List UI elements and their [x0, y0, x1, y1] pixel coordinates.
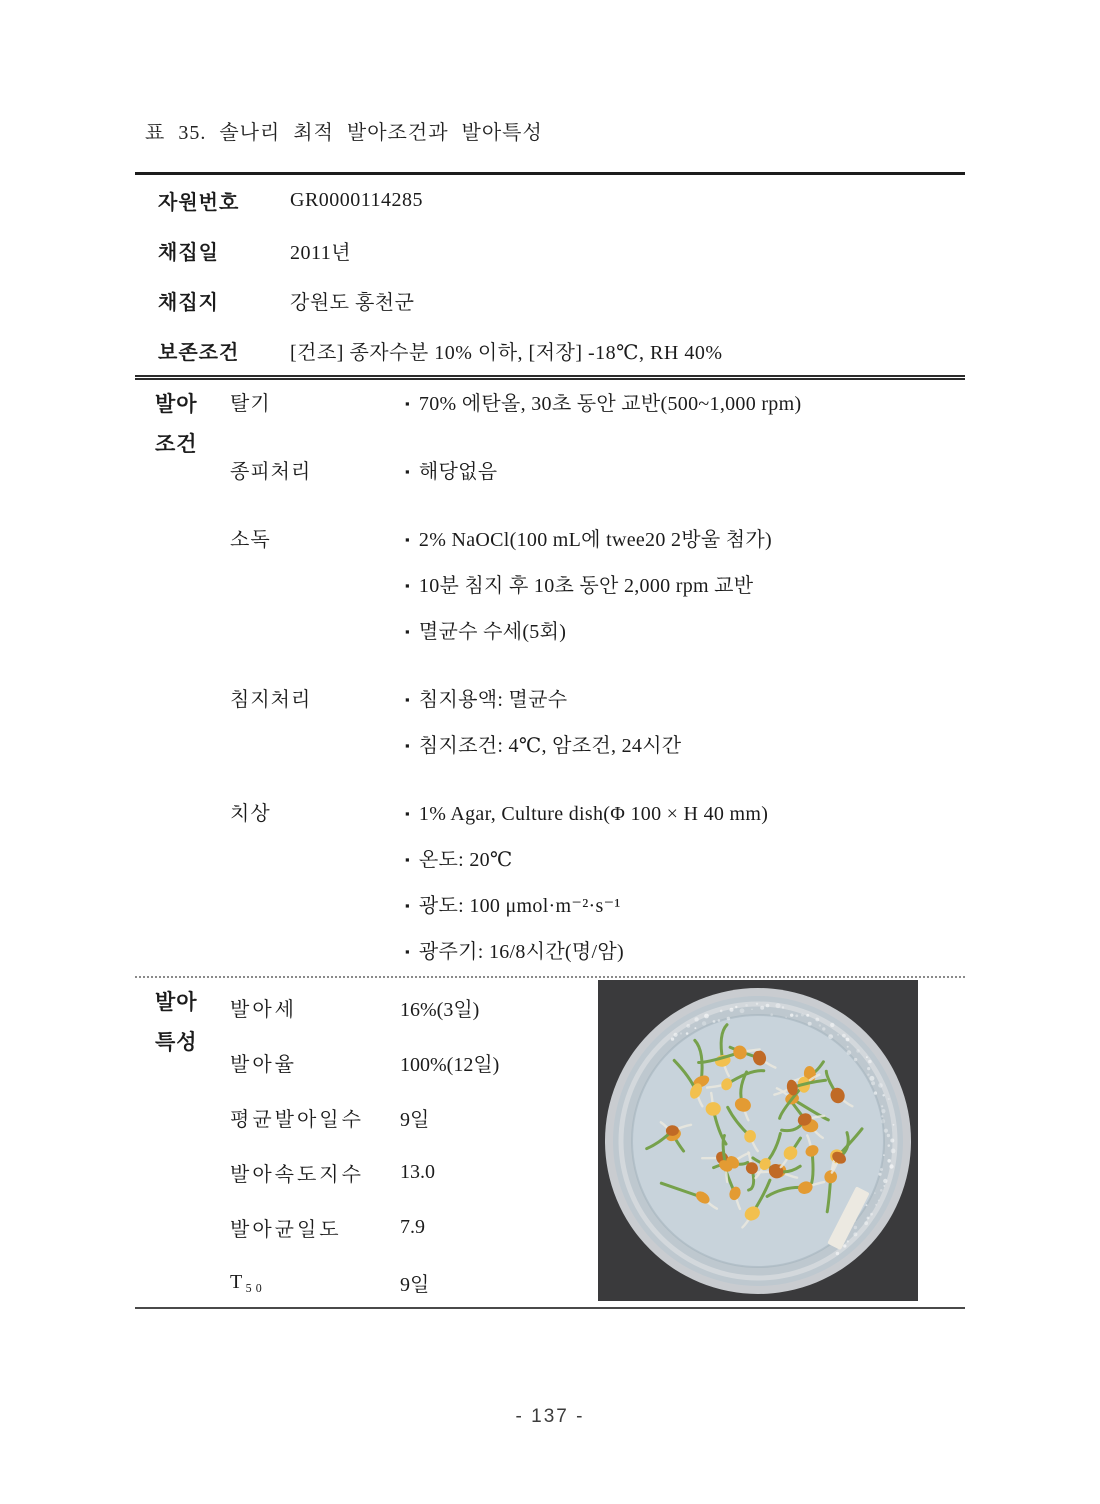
condition-item-text: 멸균수 수세(5회)	[418, 621, 567, 643]
condition-item-text: 10분 침지 후 10초 동안 2,000 rpm 교반	[418, 575, 754, 597]
trait-label: 평균발아일수	[230, 1109, 364, 1131]
table-row	[230, 1200, 565, 1255]
condition-item	[405, 382, 965, 428]
trait-rows	[230, 980, 565, 1307]
table-row	[230, 1145, 565, 1200]
condition-item	[405, 564, 965, 610]
germination-traits-section	[135, 978, 965, 1309]
condition-item	[405, 678, 965, 724]
condition-group	[230, 518, 965, 656]
condition-label: 치상	[230, 803, 271, 825]
condition-groups	[230, 382, 965, 976]
section-label-line: 조건	[155, 432, 198, 456]
table-row	[135, 325, 965, 375]
condition-items	[405, 450, 965, 496]
condition-item	[405, 838, 965, 884]
condition-item-text: 70% 에탄올, 30초 동안 교반(500~1,000 rpm)	[418, 393, 802, 415]
bullet-icon: ▪	[405, 464, 410, 479]
condition-label: 소독	[230, 529, 271, 551]
condition-label: 침지처리	[230, 689, 312, 711]
trait-label: 발아율	[230, 1054, 297, 1076]
trait-label: 발아속도지수	[230, 1164, 364, 1186]
condition-items	[405, 382, 965, 428]
condition-item-text: 해당없음	[418, 461, 498, 483]
table-row	[135, 275, 965, 325]
condition-item	[405, 930, 965, 976]
condition-group	[230, 678, 965, 770]
bullet-icon: ▪	[405, 624, 410, 639]
section-label-line: 발아	[155, 392, 198, 416]
table-row	[135, 225, 965, 275]
trait-value: 7.9	[400, 1216, 425, 1238]
condition-item	[405, 610, 965, 656]
condition-item-text: 온도: 20℃	[418, 849, 513, 871]
condition-item-text: 광도: 100 μmol·m⁻²·s⁻¹	[418, 895, 621, 917]
trait-value: 16%(3일)	[400, 999, 480, 1021]
trait-value: 100%(12일)	[400, 1054, 500, 1076]
condition-group	[230, 382, 965, 428]
petri-dish-photo	[598, 980, 918, 1301]
bullet-icon: ▪	[405, 806, 410, 821]
meta-section	[135, 172, 965, 380]
bullet-icon: ▪	[405, 396, 410, 411]
table-row	[230, 1035, 565, 1090]
bullet-icon: ▪	[405, 898, 410, 913]
meta-value: GR0000114285	[290, 188, 424, 211]
meta-label: 채집일	[158, 241, 219, 264]
table-row	[230, 1090, 565, 1145]
condition-label: 종피처리	[230, 461, 312, 483]
bullet-icon: ▪	[405, 738, 410, 753]
meta-value: 2011년	[290, 241, 352, 264]
data-table	[135, 172, 965, 1309]
page-title: 표 35. 솔나리 최적 발아조건과 발아특성	[145, 122, 543, 144]
bullet-icon: ▪	[405, 532, 410, 547]
condition-item-text: 침지조건: 4℃, 암조건, 24시간	[418, 735, 682, 757]
condition-group	[230, 450, 965, 496]
section-label-line: 발아	[155, 990, 198, 1014]
bullet-icon: ▪	[405, 578, 410, 593]
condition-label: 탈기	[230, 393, 271, 415]
section-label-line: 특성	[155, 1030, 198, 1054]
meta-value: [건조] 종자수분 10% 이하, [저장] -18℃, RH 40%	[290, 341, 723, 364]
condition-item	[405, 518, 965, 564]
meta-value: 강원도 홍천군	[290, 291, 415, 314]
condition-items	[405, 678, 965, 770]
condition-item-text: 침지용액: 멸균수	[418, 689, 568, 711]
germination-conditions-section	[135, 380, 965, 978]
trait-label: T₅₀	[230, 1271, 266, 1293]
condition-item-text: 광주기: 16/8시간(명/암)	[418, 941, 624, 963]
bullet-icon: ▪	[405, 852, 410, 867]
page-number: - 137 -	[515, 1406, 585, 1427]
condition-item	[405, 792, 965, 838]
trait-value: 9일	[400, 1109, 430, 1131]
section-label	[135, 980, 230, 1307]
trait-label: 발아균일도	[230, 1219, 342, 1241]
condition-item	[405, 724, 965, 770]
meta-label: 채집지	[158, 291, 219, 314]
condition-item	[405, 450, 965, 496]
trait-value: 9일	[400, 1274, 430, 1296]
condition-group	[230, 792, 965, 976]
trait-label: 발아세	[230, 999, 297, 1021]
section-label	[135, 382, 230, 976]
condition-item	[405, 884, 965, 930]
bullet-icon: ▪	[405, 692, 410, 707]
condition-item-text: 1% Agar, Culture dish(Φ 100 × H 40 mm)	[418, 803, 769, 825]
trait-value: 13.0	[400, 1161, 435, 1183]
table-row	[230, 980, 565, 1035]
table-row	[230, 1255, 565, 1310]
condition-item-text: 2% NaOCl(100 mL에 twee20 2방울 첨가)	[418, 529, 772, 551]
bullet-icon: ▪	[405, 944, 410, 959]
condition-items	[405, 792, 965, 976]
meta-label: 보존조건	[158, 341, 240, 364]
condition-items	[405, 518, 965, 656]
meta-label: 자원번호	[158, 191, 240, 214]
table-row	[135, 175, 965, 225]
